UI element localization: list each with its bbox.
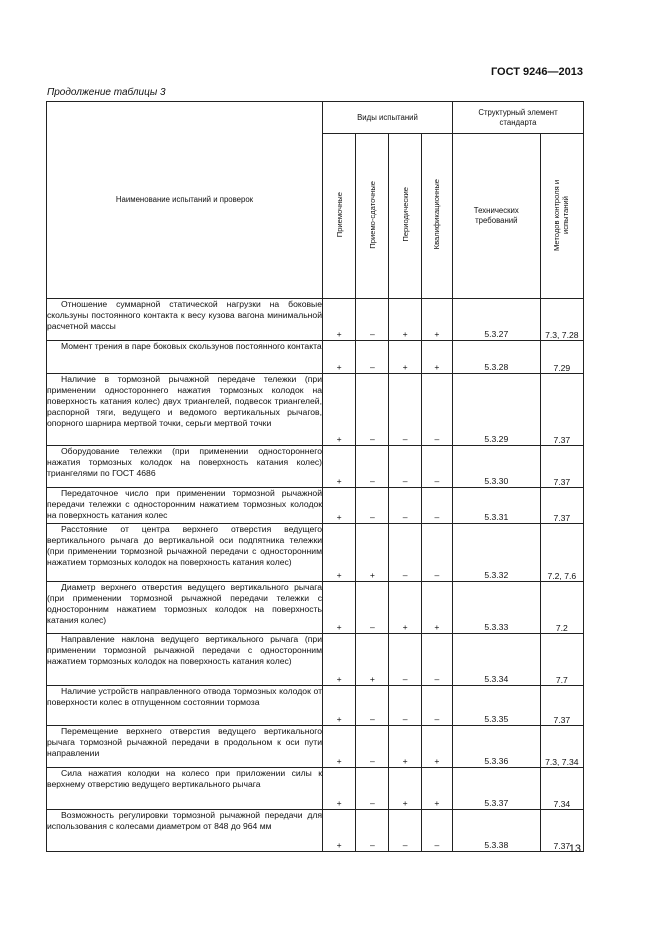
periodic-mark: + (389, 299, 421, 341)
method-cell: 7.7 (540, 634, 583, 686)
handover-mark: – (356, 488, 389, 524)
test-name-cell: Направление наклона ведущего вертикального рычага (при применении тормозной рычажной передачи с односторонним нажатием тормозных колодок на поверхность катания колес) (47, 634, 323, 686)
table-row (47, 634, 584, 686)
handover-mark: + (356, 524, 389, 582)
method-cell: 7.37 (540, 810, 583, 852)
type-header-qualification: Квалификационные (421, 134, 452, 299)
handover-mark: – (356, 446, 389, 488)
acceptance-mark: + (323, 488, 356, 524)
periodic-mark: – (389, 524, 421, 582)
table-row (47, 582, 584, 634)
acceptance-mark: + (323, 726, 356, 768)
table-row (47, 768, 584, 810)
table-row (47, 374, 584, 446)
table-caption: Продолжение таблицы 3 (47, 87, 166, 98)
qualification-mark: – (421, 374, 452, 446)
type-header-acceptance: Приемочные (323, 134, 356, 299)
handover-mark: – (356, 341, 389, 374)
periodic-mark: + (389, 341, 421, 374)
qualification-mark: + (421, 768, 452, 810)
test-name-cell: Оборудование тележки (при применении одностороннего нажатия тормозных колодок на поверхность катания колес) триангелями по ГОСТ 4686 (47, 446, 323, 488)
qualification-mark: + (421, 582, 452, 634)
test-types-header: Виды испытаний (323, 102, 453, 134)
test-name-cell: Диаметр верхнего отверстия ведущего вертикального рычага (при применении тормозной рычажной передачи тележки с односторонним нажатием тормозных колодок на поверхность катания колес) (47, 582, 323, 634)
periodic-mark: – (389, 446, 421, 488)
method-cell: 7.2, 7.6 (540, 524, 583, 582)
method-cell: 7.37 (540, 686, 583, 726)
acceptance-mark: + (323, 374, 356, 446)
acceptance-mark: + (323, 810, 356, 852)
acceptance-mark: + (323, 299, 356, 341)
standard-id: ГОСТ 9246—2013 (490, 66, 583, 78)
acceptance-mark: + (323, 446, 356, 488)
test-name-cell: Наличие в тормозной рычажной передаче тележки (при применении одностороннего нажатия тормозных колодок на поверхность катания колес) двух триангелей, подвесок триангелей, распорной тяги, ведущего и ведомого вертикальных рычагов, опорного шарнира мертвой точки, серьги мертвой точки (47, 374, 323, 446)
tech-req-cell: 5.3.35 (452, 686, 540, 726)
handover-mark: – (356, 810, 389, 852)
test-name-cell: Момент трения в паре боковых скользунов постоянного контакта (47, 341, 323, 374)
test-name-cell: Отношение суммарной статической нагрузки на боковые скользуны постоянного контакта к весу кузова вагона минимальной расчетной массы (47, 299, 323, 341)
handover-mark: – (356, 374, 389, 446)
table-row (47, 726, 584, 768)
acceptance-mark: + (323, 341, 356, 374)
tech-req-cell: 5.3.36 (452, 726, 540, 768)
method-cell: 7.37 (540, 374, 583, 446)
periodic-mark: – (389, 488, 421, 524)
acceptance-mark: + (323, 524, 356, 582)
handover-mark: + (356, 634, 389, 686)
test-name-cell: Расстояние от центра верхнего отверстия ведущего вертикального рычага до вертикальной оси подпятника тележки (при применении тормозной рычажной передачи с односторонним нажатием тормозных колодок на поверхность катания колес) (47, 524, 323, 582)
method-cell: 7.2 (540, 582, 583, 634)
periodic-mark: + (389, 726, 421, 768)
qualification-mark: – (421, 634, 452, 686)
tech-req-cell: 5.3.34 (452, 634, 540, 686)
acceptance-mark: + (323, 582, 356, 634)
qualification-mark: + (421, 299, 452, 341)
type-header-handover: Приемо-сдаточные (356, 134, 389, 299)
tech-req-cell: 5.3.28 (452, 341, 540, 374)
qualification-mark: – (421, 524, 452, 582)
acceptance-mark: + (323, 634, 356, 686)
tech-req-cell: 5.3.29 (452, 374, 540, 446)
qualification-mark: + (421, 341, 452, 374)
qualification-mark: – (421, 488, 452, 524)
table-row (47, 299, 584, 341)
table-row (47, 524, 584, 582)
test-name-cell: Возможность регулировки тормозной рычажной передачи для использования с колесами диаметром от 848 до 964 мм (47, 810, 323, 852)
handover-mark: – (356, 299, 389, 341)
table-row (47, 446, 584, 488)
test-name-cell: Сила нажатия колодки на колесо при приложении силы к верхнему отверстию ведущего вертикального рычага (47, 768, 323, 810)
tech-req-header: Технических требований (452, 134, 540, 299)
page-number: 13 (568, 843, 581, 855)
test-name-cell: Передаточное число при применении тормозной рычажной передачи тележки с односторонним нажатием тормозных колодок на поверхность катания колес (47, 488, 323, 524)
periodic-mark: – (389, 686, 421, 726)
table-row (47, 488, 584, 524)
table-row (47, 686, 584, 726)
tech-req-cell: 5.3.30 (452, 446, 540, 488)
type-header-periodic: Периодические (389, 134, 421, 299)
periodic-mark: + (389, 582, 421, 634)
struct-element-header: Структурный элемент стандарта (452, 102, 583, 134)
periodic-mark: + (389, 768, 421, 810)
periodic-mark: – (389, 374, 421, 446)
tech-req-cell: 5.3.27 (452, 299, 540, 341)
handover-mark: – (356, 686, 389, 726)
periodic-mark: – (389, 810, 421, 852)
tech-req-cell: 5.3.38 (452, 810, 540, 852)
col-name-header: Наименование испытаний и проверок (47, 102, 323, 299)
tech-req-cell: 5.3.32 (452, 524, 540, 582)
table-row (47, 341, 584, 374)
qualification-mark: – (421, 810, 452, 852)
methods-header: Методов контроля и испытаний (540, 134, 583, 299)
acceptance-mark: + (323, 768, 356, 810)
test-name-cell: Наличие устройств направленного отвода тормозных колодок от поверхности колес в отпущенном состоянии тормоза (47, 686, 323, 726)
qualification-mark: + (421, 726, 452, 768)
method-cell: 7.3, 7.28 (540, 299, 583, 341)
method-cell: 7.29 (540, 341, 583, 374)
tech-req-cell: 5.3.33 (452, 582, 540, 634)
handover-mark: – (356, 768, 389, 810)
test-name-cell: Перемещение верхнего отверстия ведущего вертикального рычага тормозной рычажной передачи в продольном к оси пути направлении (47, 726, 323, 768)
table-row (47, 810, 584, 852)
method-cell: 7.37 (540, 446, 583, 488)
method-cell: 7.37 (540, 488, 583, 524)
acceptance-mark: + (323, 686, 356, 726)
qualification-mark: – (421, 686, 452, 726)
tests-table (46, 101, 584, 852)
periodic-mark: – (389, 634, 421, 686)
tech-req-cell: 5.3.37 (452, 768, 540, 810)
method-cell: 7.34 (540, 768, 583, 810)
qualification-mark: – (421, 446, 452, 488)
tech-req-cell: 5.3.31 (452, 488, 540, 524)
handover-mark: – (356, 726, 389, 768)
method-cell: 7.3, 7.34 (540, 726, 583, 768)
handover-mark: – (356, 582, 389, 634)
